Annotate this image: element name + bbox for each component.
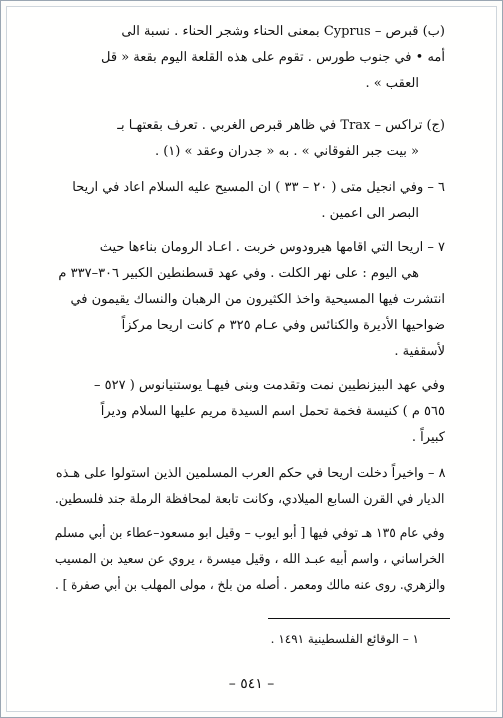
- text-line: ضواحيها الأديرة والكنائس وفي عـام ٣٢٥ م كانت اريحا مركزاً: [121, 318, 445, 333]
- text-line: هي اليوم : على نهر الكلت . وفي عهد قسطنطين الكبير ٣٠٦–٣٣٧ م: [58, 266, 419, 281]
- text-line: ٥٦٥ م ) كنيسة فخمة تحمل اسم السيدة مريم عليها السلام وديراً: [100, 404, 445, 419]
- text-line: أمه • في جنوب طورس . تقوم على هذه القلعة اليوم بقعة « قل: [101, 50, 445, 65]
- text-line: (ج) تراكس – Trax في ظاهر قبرص الغربي . تعرف بقعتهـا بـ: [117, 118, 445, 133]
- text-line: الخراساني ، واسم أبيه عبـد الله ، وقيل ميسرة ، يروي عن سعيد بن المسيب: [55, 552, 445, 567]
- text-line: لأسقفية .: [394, 344, 445, 359]
- footnote-divider: [268, 618, 450, 619]
- text-line: والزهري. روى عنه مالك ومعمر . أصله من بلخ ، مولى المهلب بن أبي صفرة ] .: [54, 578, 445, 593]
- footnote: ١ – الوقائع الفلسطينية ١٤٩١ .: [270, 632, 419, 646]
- page-number: – ٥٤١ –: [228, 676, 275, 692]
- document-page: [6, 6, 497, 712]
- text-line: الديار في القرن السابع الميلادي، وكانت تابعة لمحافظة الرملة جند فلسطين.: [55, 492, 445, 507]
- text-line: (ب) قبرص – Cyprus بمعنى الحناء وشجر الحناء . نسبة الى: [121, 24, 445, 39]
- text-line: وفي عهد البيزنطيين نمت وتقدمت وبنى فيهـا يوستنيانوس ( ٥٢٧ –: [93, 378, 445, 393]
- text-line: ٦ – وفي انجيل متى ( ٢٠ – ٣٣ ) ان المسيح عليه السلام اعاد في اريحا: [72, 180, 445, 195]
- text-line: وفي عام ١٣٥ هـ توفي فيها [ أبو ايوب – وقيل ابو مسعود–عطاء بن أبي مسلم: [55, 526, 445, 541]
- text-line: البصر الى اعمين .: [321, 206, 419, 221]
- text-line: « بيت جبر الفوقاني » . به « جدران وعقد » (١) .: [154, 144, 419, 159]
- text-line: ٧ – اريحا التي اقامها هيرودوس خربت . اعـاد الرومان بناءها حيث: [99, 240, 445, 255]
- text-line: ٨ – واخيراً دخلت اريحا في حكم العرب المسلمين الذين استولوا على هـذه: [55, 466, 445, 481]
- text-line: العقب » .: [365, 76, 419, 91]
- text-line: كبيراً .: [411, 430, 445, 445]
- text-line: انتشرت فيها المسيحية واخذ الكثيرون من الرهبان والنساك يقيمون في: [70, 292, 445, 307]
